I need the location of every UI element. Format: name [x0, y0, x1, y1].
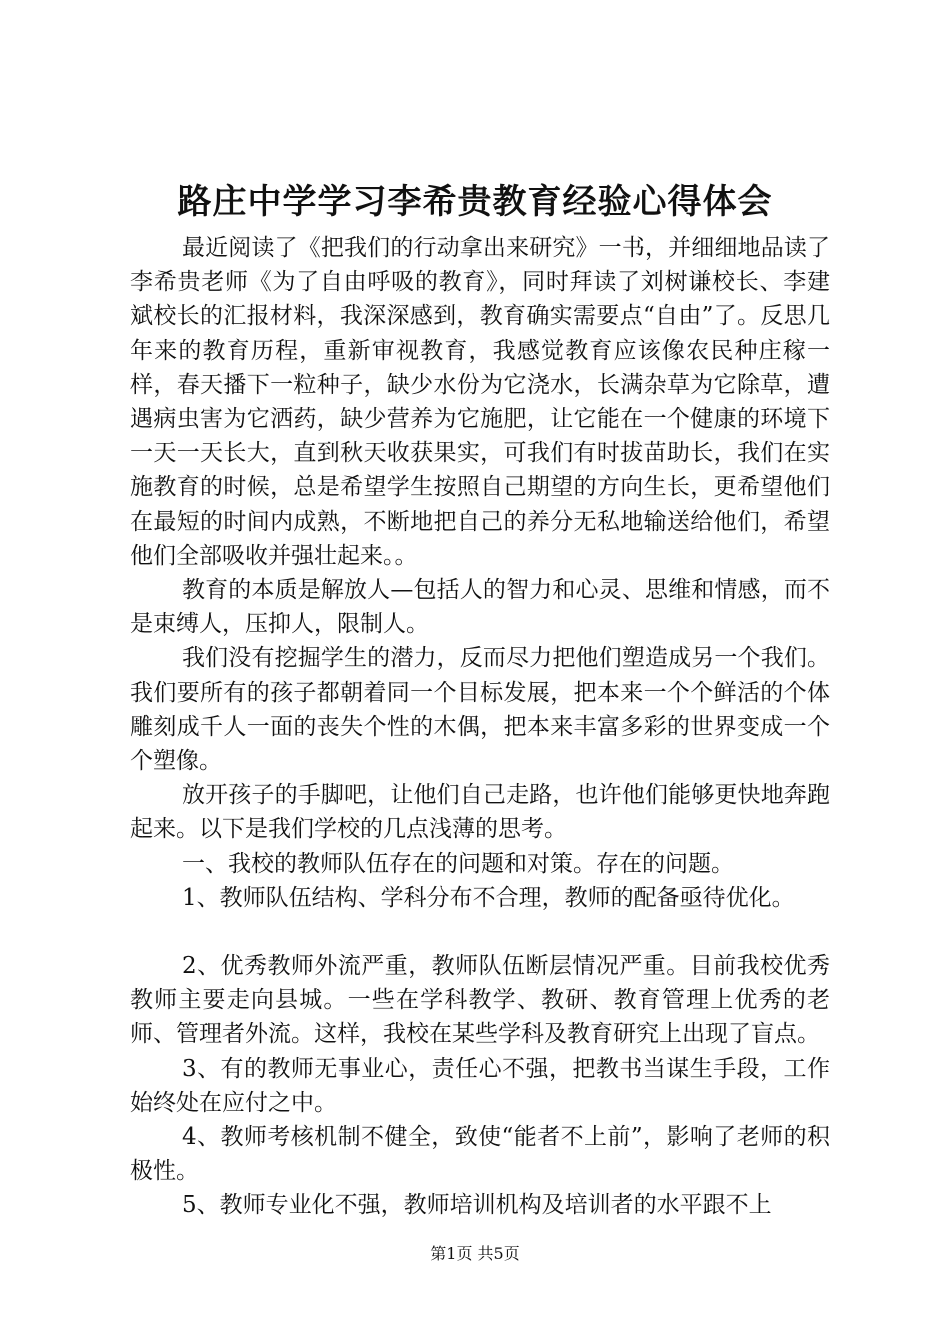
paragraph-1: 最近阅读了《把我们的行动拿出来研究》一书，并细细地品读了李希贵老师《为了自由呼吸的教育》，同时拜读了刘树谦校长、李建斌校长的汇报材料，我深深感到，教育确实需要点“自由”了。反思几年来的教育历程，重新审视教育，我感觉教育应该像农民种庄稼一样，春天播下一粒种子，缺少水份为它浇水，长满杂草为它除草，遭遇病虫害为它洒药，缺少营养为它施肥，让它能在一个健康的环境下一天一天长大，直到秋天收获果实，可我们有时拔苗助长，我们在实施教育的时候，总是希望学生按照自己期望的方向生长，更希望他们在最短的时间内成熟，不断地把自己的养分无私地输送给他们，希望他们全部吸收并强壮起来。。: [130, 235, 830, 569]
document-title: 路庄中学学习李希贵教育经验心得体会: [177, 182, 773, 222]
document-body: [130, 231, 830, 1223]
paragraph-3: 我们没有挖掘学生的潜力，反而尽力把他们塑造成另一个我们。我们要所有的孩子都朝着同一个目标发展，把本来一个个鲜活的个体雕刻成千人一面的丧失个性的木偶，把本来丰富多彩的世界变成一个个塑像。: [130, 645, 830, 775]
paragraph-9: 4、教师考核机制不健全，致使“能者不上前”，影响了老师的积极性。: [130, 1124, 830, 1185]
paragraph-7: 2、优秀教师外流严重，教师队伍断层情况严重。目前我校优秀教师主要走向县城。一些在学科教学、教研、教育管理上优秀的老师、管理者外流。这样，我校在某些学科及教育研究上出现了盲点。: [130, 953, 830, 1048]
page-number-footer: 第1页 共5页: [430, 1244, 520, 1263]
paragraph-5: 一、我校的教师队伍存在的问题和对策。存在的问题。: [182, 850, 734, 877]
paragraph-2: 教育的本质是解放人—包括人的智力和心灵、思维和情感，而不是束缚人，压抑人，限制人。: [130, 577, 830, 638]
paragraph-10: 5、教师专业化不强，教师培训机构及培训者的水平跟不上: [182, 1192, 772, 1219]
paragraph-8: 3、有的教师无事业心，责任心不强，把教书当谋生手段，工作始终处在应付之中。: [130, 1055, 830, 1116]
paragraph-4: 放开孩子的手脚吧，让他们自己走路，也许他们能够更快地奔跑起来。以下是我们学校的几点浅薄的思考。: [130, 782, 830, 843]
paragraph-6: 1、教师队伍结构、学科分布不合理，教师的配备亟待优化。: [182, 884, 795, 911]
